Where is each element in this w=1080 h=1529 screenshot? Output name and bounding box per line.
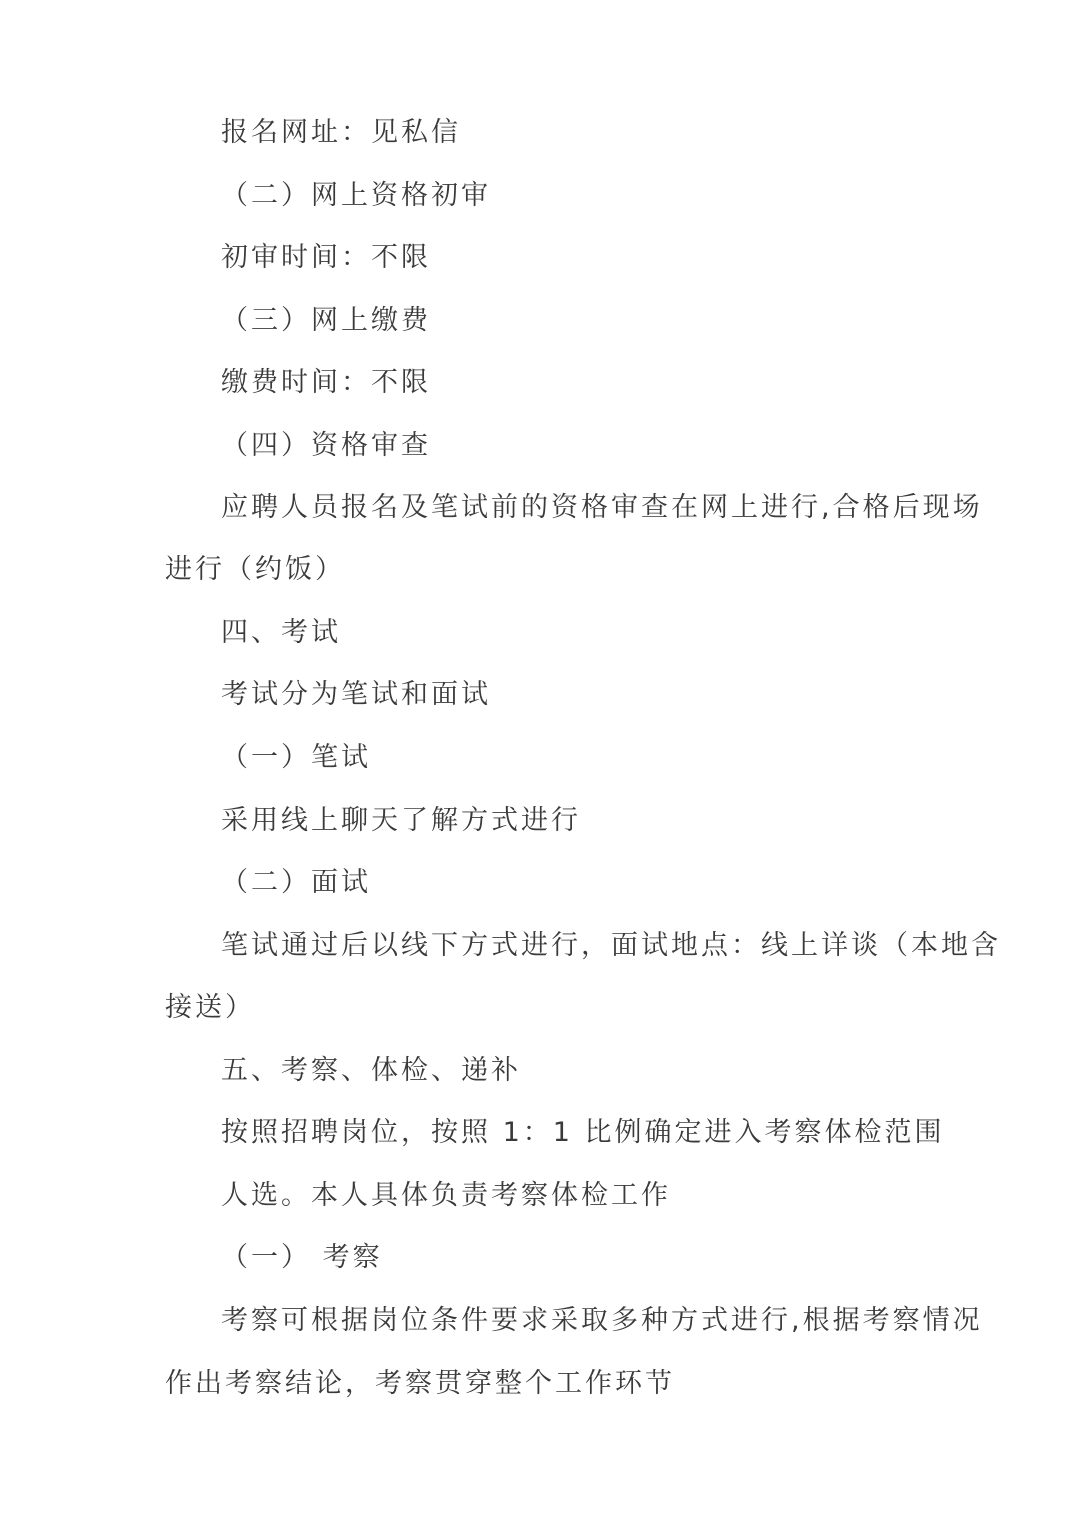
section-inspection-heading: （一） 考察 [221,1242,383,1273]
section-inspection-checkup-heading: 五、考察、体检、递补 [221,1055,521,1086]
qualification-review-paragraph-line-1: 应聘人员报名及笔试前的资格审查在网上进行,合格后现场 [221,492,983,523]
section-qualification-review-heading: （四）资格审查 [221,430,431,461]
inspection-paragraph-line-1: 按照招聘岗位，按照 1：1 比例确定进入考察体检范围 [221,1117,945,1148]
inspection-detail-line-1: 考察可根据岗位条件要求采取多种方式进行,根据考察情况 [221,1305,983,1336]
written-exam-description-line: 采用线上聊天了解方式进行 [221,805,581,836]
interview-paragraph-line-2: 接送） [165,992,255,1023]
section-written-exam-heading: （一）笔试 [221,742,371,773]
exam-description-line: 考试分为笔试和面试 [221,679,491,710]
section-exam-heading: 四、考试 [221,617,341,648]
preliminary-review-time-line: 初审时间：不限 [221,242,431,273]
inspection-detail-line-2: 作出考察结论，考察贯穿整个工作环节 [165,1368,675,1399]
registration-url-line: 报名网址：见私信 [221,117,461,148]
section-online-payment-heading: （三）网上缴费 [221,305,431,336]
section-interview-heading: （二）面试 [221,867,371,898]
payment-time-line: 缴费时间：不限 [221,367,431,398]
inspection-paragraph-line-2: 人选。本人具体负责考察体检工作 [221,1180,671,1211]
qualification-review-paragraph-line-2: 进行（约饭） [165,554,345,585]
interview-paragraph-line-1: 笔试通过后以线下方式进行，面试地点：线上详谈（本地含 [221,930,1001,961]
section-online-preliminary-review-heading: （二）网上资格初审 [221,180,491,211]
